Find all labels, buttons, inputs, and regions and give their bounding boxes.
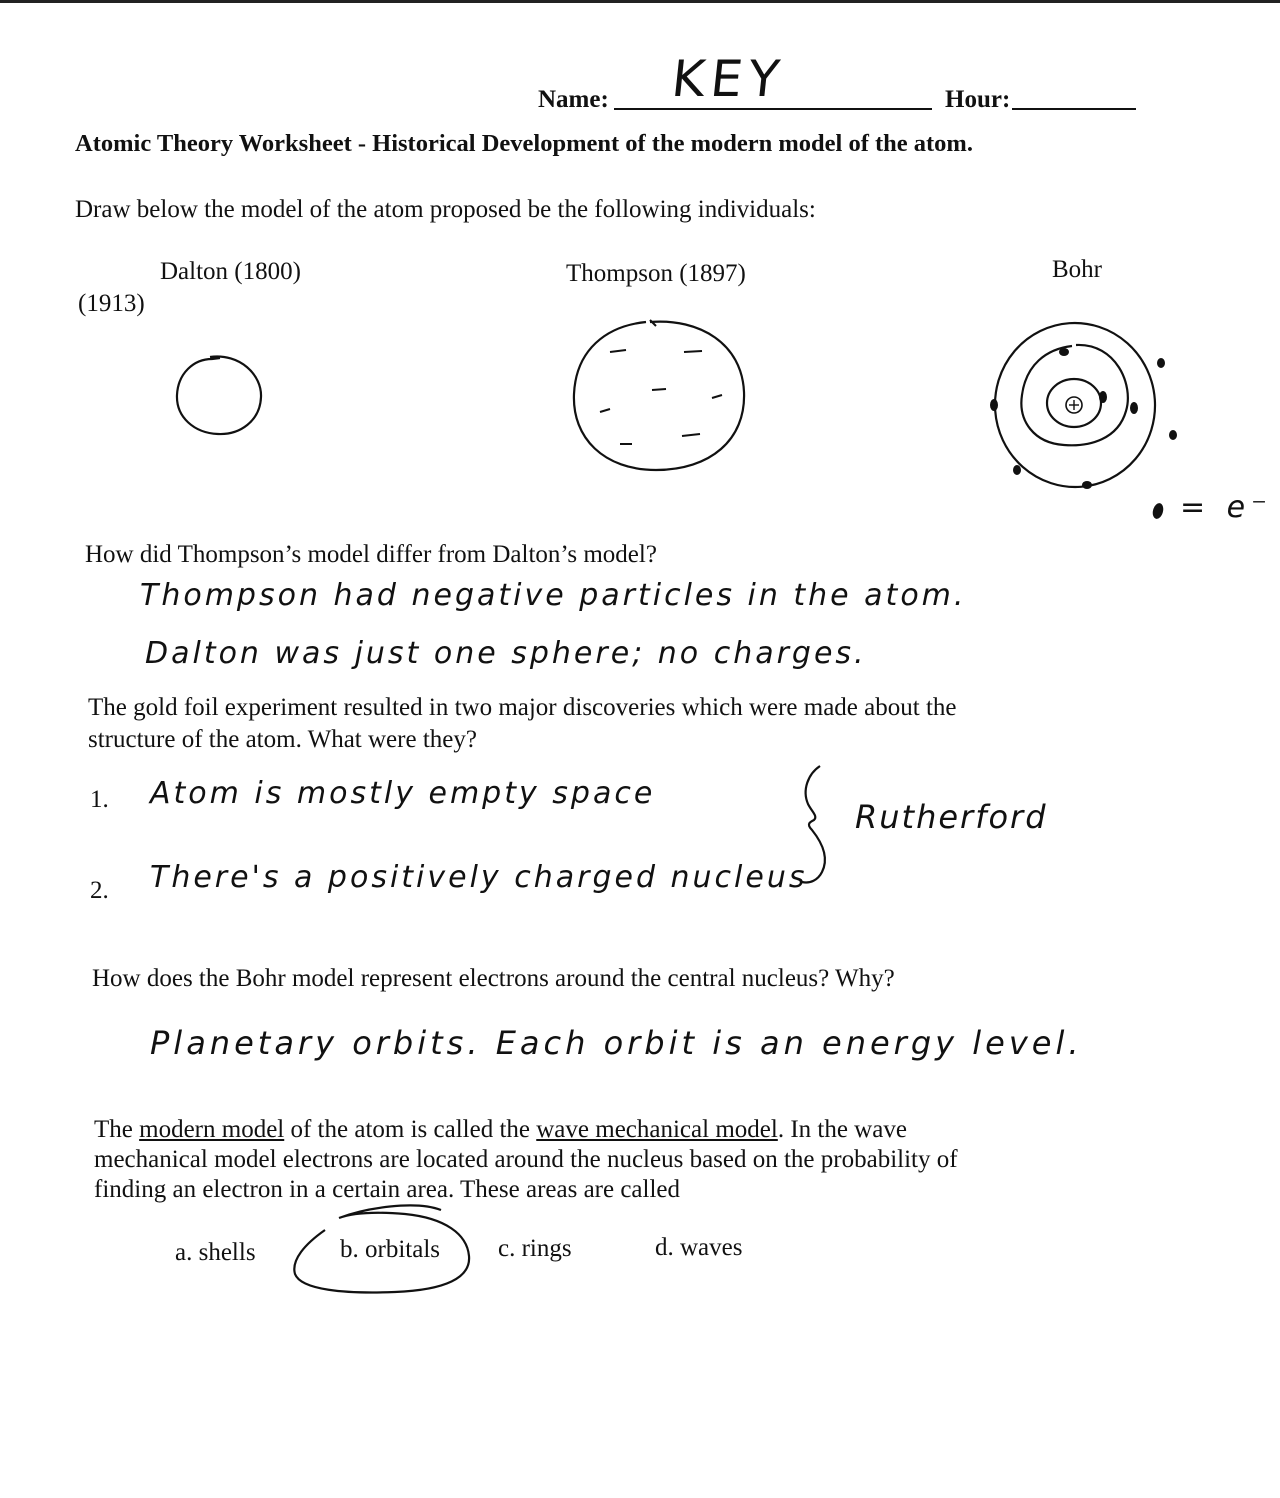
thompson-model-drawing bbox=[560, 310, 760, 480]
hour-field-line bbox=[1012, 108, 1136, 110]
dalton-model-drawing bbox=[160, 345, 280, 445]
q3-question: How does the Bohr model represent electrons around the central nucleus? Why? bbox=[92, 965, 895, 992]
q2-item2-number: 2. bbox=[90, 877, 109, 904]
dalton-label: Dalton (1800) bbox=[160, 258, 301, 285]
q1-question: How did Thompson’s model differ from Dalton’s model? bbox=[85, 541, 657, 568]
q1-answer-line1: Thompson had negative particles in the atom. bbox=[140, 578, 967, 613]
thompson-label: Thompson (1897) bbox=[566, 260, 746, 287]
q4-text-a: The bbox=[94, 1116, 140, 1143]
worksheet-title: Atomic Theory Worksheet - Historical Development of the modern model of the atom. bbox=[75, 130, 973, 157]
page-top-edge bbox=[0, 0, 1280, 3]
q2-item1-answer: Atom is mostly empty space bbox=[150, 776, 656, 811]
rutherford-note: Rutherford bbox=[855, 798, 1048, 836]
rutherford-brace bbox=[790, 760, 840, 890]
q4-option-b: b. orbitals bbox=[340, 1236, 440, 1263]
q3-answer: Planetary orbits. Each orbit is an energy level. bbox=[150, 1024, 1083, 1062]
hour-label: Hour: bbox=[945, 86, 1011, 113]
instructions-text: Draw below the model of the atom proposed be the following individuals: bbox=[75, 196, 816, 223]
q4-paragraph-line1 bbox=[94, 1116, 907, 1144]
selected-answer-circle bbox=[285, 1200, 485, 1300]
bohr-model-drawing bbox=[980, 315, 1190, 505]
name-label: Name: bbox=[538, 86, 609, 113]
q2-item2-answer: There's a positively charged nucleus bbox=[150, 860, 808, 895]
electron-legend-dot bbox=[1150, 500, 1166, 520]
q4-text-b: of the atom is called the bbox=[284, 1116, 537, 1143]
bohr-year-label: (1913) bbox=[78, 290, 145, 317]
q4-option-a: a. shells bbox=[175, 1239, 256, 1266]
q4-paragraph-line3: finding an electron in a certain area. These areas are called bbox=[94, 1176, 681, 1203]
q4-option-c: c. rings bbox=[498, 1235, 572, 1262]
q2-item1-number: 1. bbox=[90, 786, 109, 813]
bohr-label: Bohr bbox=[1052, 256, 1102, 283]
q4-paragraph-line2: mechanical model electrons are located around the nucleus based on the probability of bbox=[94, 1146, 958, 1173]
electrons bbox=[990, 348, 1177, 489]
q4-underlined-modern-model: modern model bbox=[139, 1116, 285, 1143]
q4-option-d: d. waves bbox=[655, 1234, 743, 1261]
q2-question-line1: The gold foil experiment resulted in two major discoveries which were made about the bbox=[88, 694, 957, 721]
q4-text-c: . In the wave bbox=[777, 1116, 907, 1143]
q1-answer-line2: Dalton was just one sphere; no charges. bbox=[145, 636, 867, 671]
name-field-line bbox=[614, 108, 932, 110]
q4-underlined-wave-mechanical-model: wave mechanical model bbox=[536, 1116, 778, 1143]
negative-charges bbox=[600, 350, 722, 444]
electron-legend-text: = e⁻ bbox=[1180, 490, 1273, 525]
q2-question-line2: structure of the atom. What were they? bbox=[88, 726, 477, 753]
name-handwritten-value: KEY bbox=[668, 50, 788, 108]
